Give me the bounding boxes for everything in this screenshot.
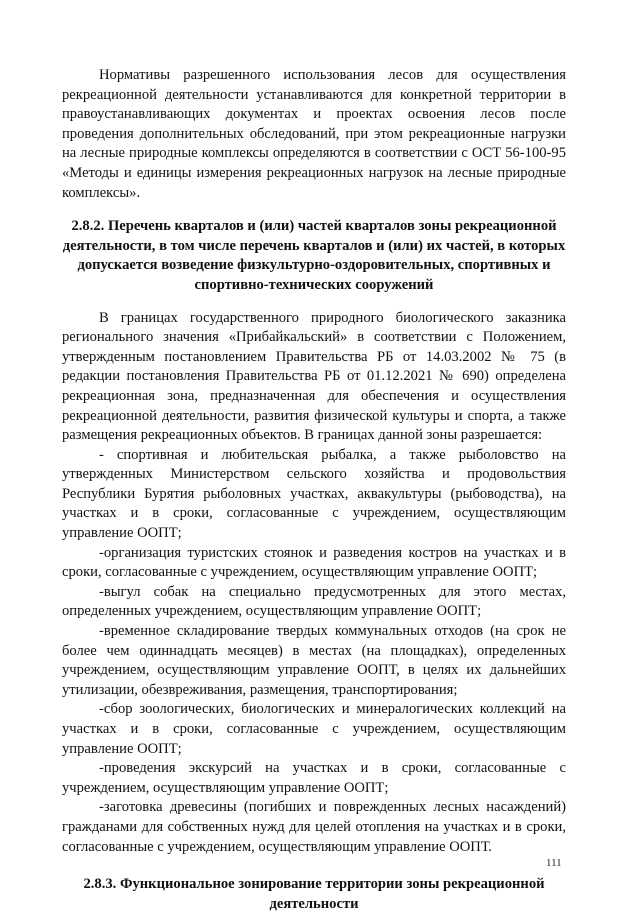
section-2-8-2-heading: 2.8.2. Перечень кварталов и (или) частей кварталов зоны рекреационной деятельности, в том числе перечень кварталов и (или) их частей, в которых допускается возведение физкультурно-оздоровительных, спортивных и спортивно-технических сооружений (62, 218, 566, 293)
list-item: -выгул собак на специально предусмотренных для этого местах, определенных учреждением, осуществляющим управление ООПТ; (62, 583, 566, 620)
list-item: - спортивная и любительская рыбалка, а также рыболовство на утвержденных Министерством сельского хозяйства и продовольствия Республики Бурятия рыболовных участках, аквакультуры (рыбоводства), на участках и в сроки, согласованные с учреждением, осуществляющим управление ООПТ; (62, 446, 566, 542)
list-item: -временное складирование твердых коммунальных отходов (на срок не более чем одиннадцать месяцев) в местах (на площадках), определенных учреждением, осуществляющим управление ООПТ, в целях их дальнейших утилизации, обезвреживания, размещения, транспортирования; (62, 623, 566, 698)
list-item: -проведения экскурсий на участках и в сроки, согласованные с учреждением, осуществляющим управление ООПТ; (62, 760, 566, 796)
page-number: 111 (546, 857, 562, 869)
list-item: -заготовка древесины (погибших и поврежденных лесных насаждений) гражданами для собственных нужд для целей отопления на участках и в сроки, согласованные с учреждением, осуществляющим управление ООПТ. (62, 799, 566, 855)
intro-paragraph: Нормативы разрешенного использования лесов для осуществления рекреационной деятельности устанавливаются для конкретной территории в правоустанавливающих документах и проектах освоения лесов после проведения дополнительных обследований, при этом рекреационные нагрузки на лесные природные комплексы определяются в соответствии с ОСТ 56-100-95 «Методы и единицы измерения рекреационных нагрузок на лесные природные комплексы». (62, 67, 566, 201)
main-paragraph: В границах государственного природного биологического заказника регионального значения «Прибайкальский» в соответствии с Положением, утвержденным постановлением Правительства РБ от 14.03.2002 № 75 (в редакции постановления Правительства РБ от 01.12.2021 № 690) определена рекреационная зона, предназначенная для обеспечения и осуществления рекреационной деятельности, развития физической культуры и спорта, а также размещения рекреационных объектов. В границах данной зоны разрешается: (62, 309, 566, 444)
list-item: -сбор зоологических, биологических и минералогических коллекций на участках и в сроки, согласованные с учреждением, осуществляющим управление ООПТ; (62, 701, 566, 757)
document-page (62, 66, 566, 914)
list-item: -организация туристских стоянок и разведения костров на участках и в сроки, согласованные с учреждением, осуществляющим управление ООПТ; (62, 544, 566, 581)
section-2-8-3-heading: 2.8.3. Функциональное зонирование территории зоны рекреационной деятельности (83, 876, 545, 912)
permitted-activities-list (62, 446, 566, 857)
